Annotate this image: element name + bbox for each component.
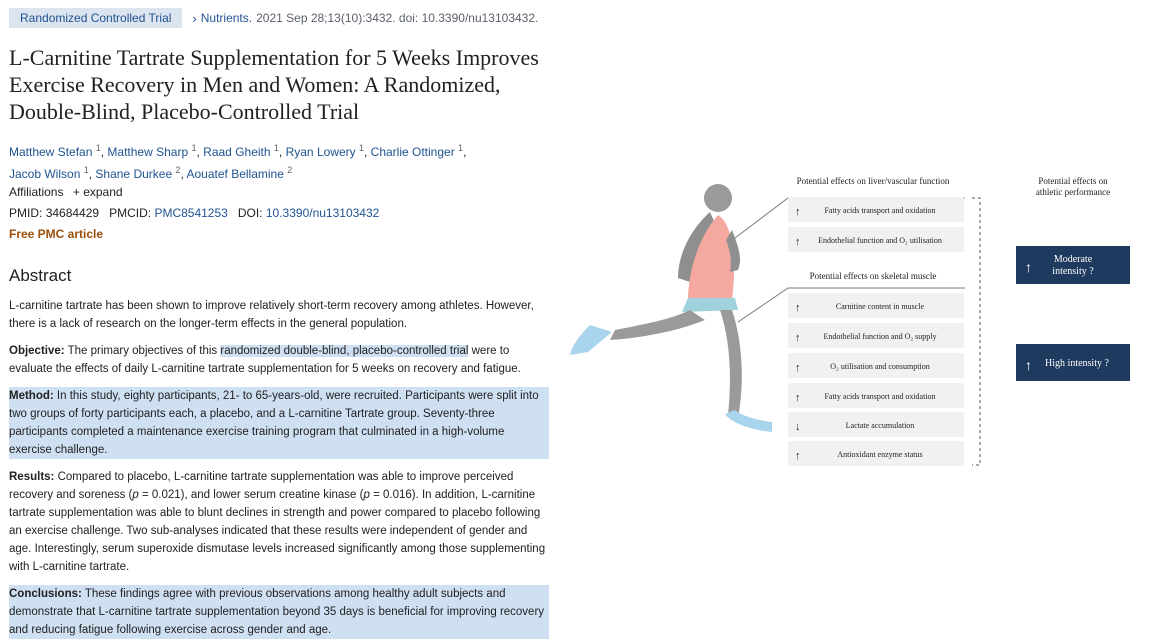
doi-label: DOI: — [237, 206, 263, 220]
muscle-item — [788, 353, 964, 378]
author-link[interactable]: Jacob Wilson — [9, 167, 81, 181]
author-link[interactable]: Ryan Lowery — [285, 145, 356, 159]
svg-text:High intensity ?: High intensity ? — [1045, 358, 1109, 369]
svg-text:↑: ↑ — [795, 206, 801, 218]
performance-heading: Potential effects on — [1038, 176, 1108, 186]
performance-box-high — [1016, 344, 1130, 381]
muscle-item — [788, 293, 964, 318]
abstract-heading: Abstract — [9, 266, 72, 285]
svg-text:↑: ↑ — [795, 392, 801, 404]
results-label: Results: — [9, 471, 55, 483]
liver-item — [788, 197, 964, 222]
svg-text:Antioxidant enzyme status: Antioxidant enzyme status — [837, 450, 923, 459]
bracket-line — [972, 198, 980, 465]
author-link[interactable]: Matthew Sharp — [107, 145, 189, 159]
svg-text:↑: ↑ — [795, 332, 801, 344]
conclusions-label: Conclusions: — [9, 588, 82, 600]
svg-text:Fatty acids transport and oxid: Fatty acids transport and oxidation — [824, 392, 936, 401]
svg-text:↓: ↓ — [795, 421, 801, 433]
liver-heading: Potential effects on liver/vascular function — [796, 176, 950, 186]
svg-text:Endothelial function and O₂ ut: Endothelial function and O₂ utilisation — [818, 236, 942, 245]
pmcid-link[interactable]: PMC8541253 — [154, 206, 228, 220]
svg-text:↑: ↑ — [795, 302, 801, 314]
affiliation-ref[interactable]: 1 — [358, 143, 364, 153]
free-pmc-article-link[interactable]: Free PMC article — [9, 227, 104, 241]
article-title: L-Carnitine Tartrate Supplementation for 5 Weeks Improves Exercise Recovery in Men and Women: A Randomized, Double-Blind, Placebo-Controlled Trial — [9, 45, 539, 124]
chevron-right-icon: › — [192, 10, 197, 26]
affiliation-ref[interactable]: 1 — [458, 143, 464, 153]
affiliation-ref[interactable]: 2 — [175, 165, 181, 175]
plus-icon: + — [72, 185, 80, 199]
results-text: = 0.016). In addition, L-carnitine tartrate supplementation was able to blunt declines in strength and power compared to placebo following an exercise challenge. Two sub-analyses indicated that these results were independent of gender and age. Interestingly, serum superoxide dismutase levels increased significantly among those supplementing with L-carnitine tartrate. — [9, 489, 546, 573]
affiliations-label: Affiliations — [9, 185, 64, 199]
results-text: = 0.021), and lower serum creatine kinase ( — [138, 489, 364, 501]
abstract-method — [9, 387, 549, 459]
muscle-item — [788, 412, 964, 437]
svg-text:↑: ↑ — [795, 362, 801, 374]
abstract-results — [9, 468, 549, 576]
objective-text: The primary objectives of this — [67, 345, 221, 357]
muscle-heading: Potential effects on skeletal muscle — [809, 271, 937, 281]
objective-label: Objective: — [9, 345, 65, 357]
expand-label: expand — [83, 185, 123, 199]
runner-illustration — [570, 184, 772, 432]
muscle-item — [788, 383, 964, 408]
pmid-value: 34684429 — [45, 206, 100, 220]
abstract-conclusions — [9, 585, 549, 639]
performance-heading-line2: athletic performance — [1035, 187, 1111, 197]
p-symbol: p — [363, 489, 370, 501]
author-link[interactable]: Aouatef Bellamine — [186, 167, 284, 181]
svg-text:O₂ utilisation and consumption: O₂ utilisation and consumption — [830, 362, 930, 371]
pmcid-label: PMCID: — [109, 206, 152, 220]
journal-link[interactable]: Nutrients. — [200, 11, 253, 25]
liver-item — [788, 227, 964, 252]
doi-link[interactable]: 10.3390/nu13103432 — [265, 206, 380, 220]
affiliation-ref[interactable]: 2 — [287, 165, 293, 175]
publication-type-badge[interactable]: Randomized Controlled Trial — [9, 8, 182, 28]
abstract-figure[interactable] — [560, 160, 1160, 490]
method-label: Method: — [9, 390, 54, 402]
method-text: In this study, eighty participants, 21- to 65-years-old, were recruited. Participants were split into two groups of forty participants each, a placebo, and a L-carnitine Tartrate group. Seventy-three participants completed a maintenance exercise training program that culminated in a high-volume exercise challenge. — [9, 390, 539, 456]
performance-box-moderate — [1016, 246, 1130, 284]
author-link[interactable]: Raad Gheith — [203, 145, 271, 159]
muscle-item — [788, 441, 964, 466]
conclusions-text: These findings agree with previous observations among healthy adult subjects and demonstrate that L-carnitine tartrate supplementation beyond 35 days is beneficial for improving recovery and reducing fatigue following exercise across gender and age. — [9, 588, 545, 636]
svg-text:↑: ↑ — [1025, 359, 1032, 374]
svg-text:intensity ?: intensity ? — [1052, 266, 1094, 277]
svg-text:Moderate: Moderate — [1053, 254, 1093, 265]
affiliation-ref[interactable]: 1 — [95, 143, 101, 153]
authors-list: Matthew Stefan $^1$, Matthew Sharp $^1$, Raad Gheith $^1$, Ryan Lowery $^1$, Charlie Ottinger $^1$, Jacob Wilson $^1$, Shane Durkee $^2$, Aouatef Bellamine $^2$ — [9, 143, 467, 181]
muscle-item — [788, 323, 964, 348]
citation-bar — [9, 7, 538, 29]
svg-text:Carnitine content in muscle: Carnitine content in muscle — [835, 302, 925, 311]
identifiers-row — [9, 206, 379, 220]
abstract-objective — [9, 342, 549, 378]
svg-text:Fatty acids transport and oxid: Fatty acids transport and oxidation — [824, 206, 936, 215]
author-link[interactable]: Matthew Stefan — [9, 145, 93, 159]
citation-text: 2021 Sep 28;13(10):3432. doi: 10.3390/nu13103432. — [256, 11, 539, 25]
figure-svg — [560, 160, 1160, 490]
p-symbol: p — [132, 489, 139, 501]
affiliation-ref[interactable]: 1 — [273, 143, 279, 153]
results-text: Compared to placebo, L-carnitine tartrate supplementation was able to improve perceived recovery and soreness ( — [9, 471, 514, 501]
author-link[interactable]: Shane Durkee — [95, 167, 173, 181]
svg-text:Endothelial function and O₂ su: Endothelial function and O₂ supply — [823, 332, 937, 341]
svg-text:Lactate accumulation: Lactate accumulation — [845, 421, 915, 430]
abstract-intro: L-carnitine tartrate has been shown to improve relatively short-term recovery among athletes. However, there is a lack of research on the longer-term effects in the general population. — [9, 300, 534, 330]
pmid-label: PMID: — [9, 206, 43, 220]
svg-text:↑: ↑ — [795, 450, 801, 462]
affiliation-ref[interactable]: 1 — [191, 143, 197, 153]
svg-text:↑: ↑ — [795, 236, 801, 248]
objective-text-end: were to evaluate the effects of daily L-carnitine tartrate supplementation for 5 weeks on recovery and fatigue. — [9, 345, 521, 375]
affiliations-toggle[interactable] — [9, 185, 123, 199]
objective-highlight: randomized double-blind, placebo-controlled trial — [220, 345, 469, 357]
svg-text:↑: ↑ — [1025, 261, 1032, 276]
author-link[interactable]: Charlie Ottinger — [370, 145, 455, 159]
affiliation-ref[interactable]: 1 — [83, 165, 89, 175]
